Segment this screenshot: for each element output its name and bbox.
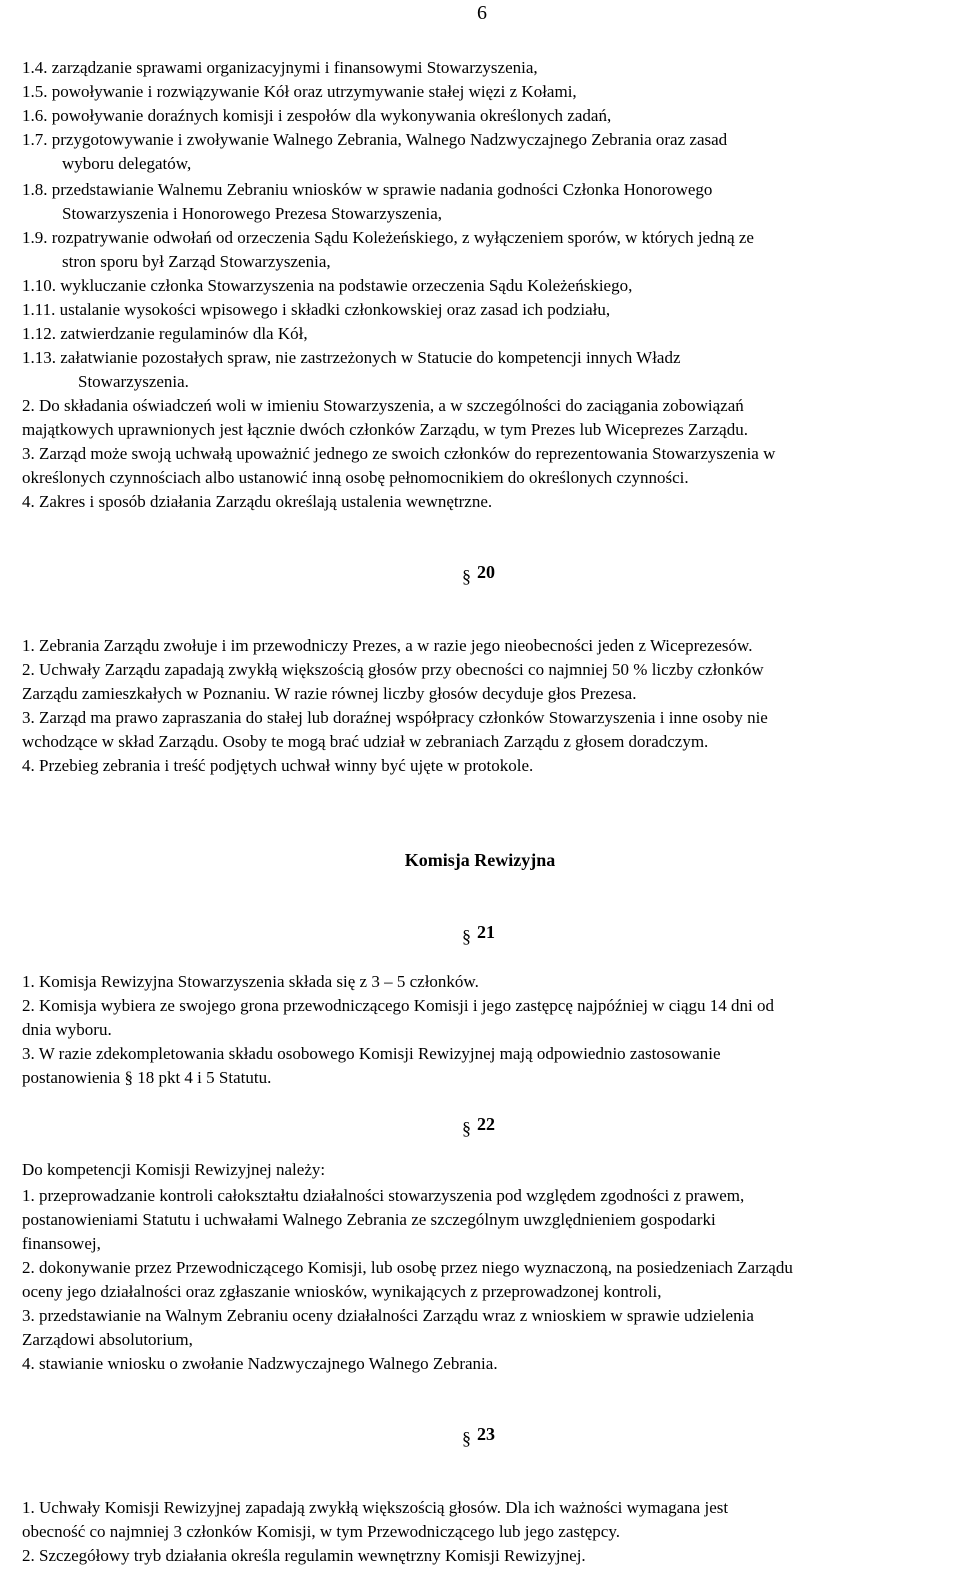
s22-item-2-cont: oceny jego działalności oraz zgłaszanie wniosków, wynikających z przeprowadzonej kontroli,: [22, 1282, 662, 1301]
list-item-1-4: 1.4. zarządzanie sprawami organizacyjnymi i finansowymi Stowarzyszenia,: [22, 58, 538, 77]
s20-item-1: 1. Zebrania Zarządu zwołuje i im przewodniczy Prezes, a w razie jego nieobecności jeden z Wiceprezesów.: [22, 636, 753, 655]
list-item-1-13: 1.13. załatwianie pozostałych spraw, nie zastrzeżonych w Statucie do kompetencji innych Władz: [22, 348, 681, 367]
s21-item-1: 1. Komisja Rewizyjna Stowarzyszenia składa się z 3 – 5 członków.: [22, 972, 479, 991]
list-item-1-11: 1.11. ustalanie wysokości wpisowego i składki członkowskiej oraz zasad ich podziału,: [22, 300, 611, 319]
s23-item-1: 1. Uchwały Komisji Rewizyjnej zapadają zwykłą większością głosów. Dla ich ważności wymagana jest: [22, 1498, 729, 1517]
s22-item-3: 3. przedstawianie na Walnym Zebraniu oceny działalności Zarządu wraz z wnioskiem w sprawie udzielenia: [22, 1306, 754, 1325]
section-heading-21: [462, 922, 495, 946]
s23-item-2: 2. Szczegółowy tryb działania określa regulamin wewnętrzny Komisji Rewizyjnej.: [22, 1546, 586, 1565]
section-symbol: §: [462, 1428, 471, 1448]
list-item-1-8: 1.8. przedstawianie Walnemu Zebraniu wniosków w sprawie nadania godności Członka Honorowego: [22, 180, 713, 199]
section-symbol: §: [462, 926, 471, 946]
page-number: 6: [477, 2, 487, 24]
section-heading-20: [462, 562, 495, 586]
s20-item-3-cont: wchodzące w skład Zarządu. Osoby te mogą brać udział w zebraniach Zarządu z głosem doradczym.: [22, 732, 709, 751]
section-number: 21: [477, 922, 495, 942]
paragraph-2-cont: majątkowych uprawnionych jest łącznie dwóch członków Zarządu, w tym Prezes lub Wiceprezes Zarządu.: [22, 420, 748, 439]
s22-item-1-cont: postanowieniami Statutu i uchwałami Walnego Zebrania ze szczególnym uwzględnieniem gospodarki: [22, 1210, 716, 1229]
s21-item-2-cont: dnia wyboru.: [22, 1020, 112, 1039]
section-number: 22: [477, 1114, 495, 1134]
list-item-1-5: 1.5. powoływanie i rozwiązywanie Kół oraz utrzymywanie stałej więzi z Kołami,: [22, 82, 577, 101]
section-symbol: §: [462, 1118, 471, 1138]
section-number: 20: [477, 562, 495, 582]
s20-item-2: 2. Uchwały Zarządu zapadają zwykłą większością głosów przy obecności co najmniej 50 % liczby członków: [22, 660, 764, 679]
s22-item-3-cont: Zarządowi absolutorium,: [22, 1330, 193, 1349]
list-item-1-6: 1.6. powoływanie doraźnych komisji i zespołów dla wykonywania określonych zadań,: [22, 106, 612, 125]
s22-item-4: 4. stawianie wniosku o zwołanie Nadzwyczajnego Walnego Zebrania.: [22, 1354, 498, 1373]
paragraph-4: 4. Zakres i sposób działania Zarządu określają ustalenia wewnętrzne.: [22, 492, 493, 511]
list-item-1-9-cont: stron sporu był Zarząd Stowarzyszenia,: [62, 252, 331, 271]
paragraph-3: 3. Zarząd może swoją uchwałą upoważnić jednego ze swoich członków do reprezentowania Stowarzyszenia w: [22, 444, 776, 463]
section-heading-23: [462, 1424, 495, 1448]
list-item-1-7: 1.7. przygotowywanie i zwoływanie Walnego Zebrania, Walnego Nadzwyczajnego Zebrania oraz zasad: [22, 130, 728, 149]
s22-item-1: 1. przeprowadzanie kontroli całokształtu działalności stowarzyszenia pod względem zgodności z prawem,: [22, 1186, 745, 1205]
s21-item-2: 2. Komisja wybiera ze swojego grona przewodniczącego Komisji i jego zastępcę najpóźniej w ciągu 14 dni od: [22, 996, 775, 1015]
list-item-1-7-cont: wyboru delegatów,: [62, 154, 192, 173]
paragraph-2: 2. Do składania oświadczeń woli w imieniu Stowarzyszenia, a w szczególności do zaciągania zobowiązań: [22, 396, 744, 415]
section-heading-22: [462, 1114, 495, 1138]
list-item-1-10: 1.10. wykluczanie członka Stowarzyszenia na podstawie orzeczenia Sądu Koleżeńskiego,: [22, 276, 633, 295]
s20-item-3: 3. Zarząd ma prawo zapraszania do stałej lub doraźnej współpracy członków Stowarzyszenia i inne osoby nie: [22, 708, 768, 727]
s22-item-2: 2. dokonywanie przez Przewodniczącego Komisji, lub osobę przez niego wyznaczoną, na posiedzeniach Zarządu: [22, 1258, 793, 1277]
section-symbol: §: [462, 566, 471, 586]
list-item-1-8-cont: Stowarzyszenia i Honorowego Prezesa Stowarzyszenia,: [62, 204, 443, 223]
section-number: 23: [477, 1424, 495, 1444]
list-item-1-13-cont: Stowarzyszenia.: [78, 372, 189, 391]
list-item-1-12: 1.12. zatwierdzanie regulaminów dla Kół,: [22, 324, 308, 343]
s23-item-1-cont: obecność co najmniej 3 członków Komisji, w tym Przewodniczącego lub jego zastępcy.: [22, 1522, 620, 1541]
list-item-1-9: 1.9. rozpatrywanie odwołań od orzeczenia Sądu Koleżeńskiego, z wyłączeniem sporów, w których jedną ze: [22, 228, 754, 247]
s22-item-1-cont2: finansowej,: [22, 1234, 101, 1253]
s20-item-4: 4. Przebieg zebrania i treść podjętych uchwał winny być ujęte w protokole.: [22, 756, 534, 775]
heading-komisja-rewizyjna: Komisja Rewizyjna: [404, 850, 556, 870]
s20-item-2-cont: Zarządu zamieszkałych w Poznaniu. W razie równej liczby głosów decyduje głos Prezesa.: [22, 684, 637, 703]
s22-intro: Do kompetencji Komisji Rewizyjnej należy:: [22, 1160, 326, 1179]
s21-item-3: 3. W razie zdekompletowania składu osobowego Komisji Rewizyjnej mają odpowiednio zastosowanie: [22, 1044, 721, 1063]
s21-item-3-cont: postanowienia § 18 pkt 4 i 5 Statutu.: [22, 1068, 272, 1087]
paragraph-3-cont: określonych czynnościach albo ustanowić inną osobę pełnomocnikiem do określonych czynności.: [22, 468, 689, 487]
